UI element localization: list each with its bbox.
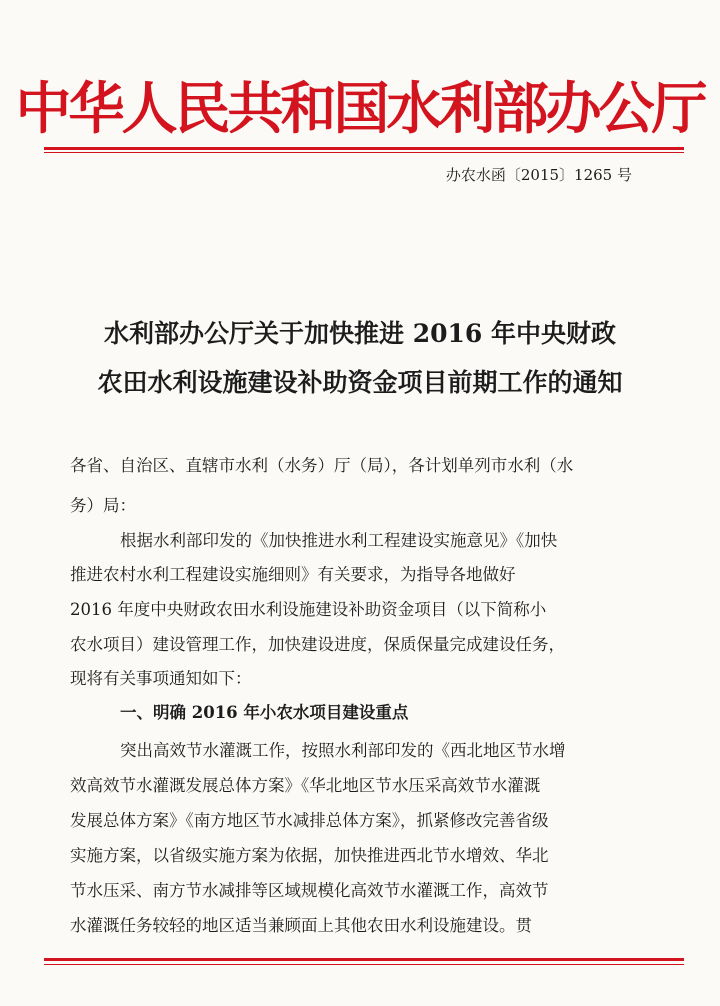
document-title-line-2: 农田水利设施建设补助资金项目前期工作的通知 — [97, 368, 623, 397]
paragraph-1-line: 农水项目）建设管理工作，加快建设进度，保质保量完成建设任务， — [70, 635, 565, 654]
letterhead-divider-thick — [44, 147, 684, 150]
section-1-heading: 一、明确 2016 年小农水项目建设重点 — [120, 703, 409, 722]
footer-divider-thick — [44, 958, 684, 961]
paragraph-1-line: 2016 年度中央财政农田水利设施建设补助资金项目（以下简称小 — [70, 600, 547, 619]
document-number: 办农水函〔2015〕1265 号 — [445, 166, 632, 184]
letterhead-divider-thin — [44, 152, 684, 153]
section-1-line: 实施方案，以省级实施方案为依据，加快推进西北节水增效、华北 — [70, 846, 549, 865]
section-1-line: 效高效节水灌溉发展总体方案》《华北地区节水压采高效节水灌溉 — [70, 776, 541, 795]
footer-divider-thin — [44, 964, 684, 965]
addressee-line-1: 各省、自治区、直辖市水利（水务）厅（局），各计划单列市水利（水 — [70, 456, 574, 475]
paragraph-1-line: 现将有关事项通知如下： — [70, 669, 252, 688]
section-1-line: 水灌溉任务较轻的地区适当兼顾面上其他农田水利设施建设。贯 — [70, 916, 532, 935]
addressee-line-2: 务）局： — [70, 496, 136, 515]
section-1-line: 发展总体方案》《南方地区节水减排总体方案》，抓紧修改完善省级 — [70, 811, 549, 830]
section-1-line: 突出高效节水灌溉工作，按照水利部印发的《西北地区节水增 — [120, 741, 566, 760]
paragraph-1-line: 根据水利部印发的《加快推进水利工程建设实施意见》《加快 — [120, 531, 558, 550]
letterhead-title: 中华人民共和国水利部办公厅 — [15, 77, 705, 142]
paragraph-1-line: 推进农村水利工程建设实施细则》有关要求，为指导各地做好 — [70, 565, 516, 584]
section-1-line: 节水压采、南方节水减排等区域规模化高效节水灌溉工作，高效节 — [70, 881, 549, 900]
document-title-line-1: 水利部办公厅关于加快推进 2016 年中央财政 — [104, 319, 616, 348]
